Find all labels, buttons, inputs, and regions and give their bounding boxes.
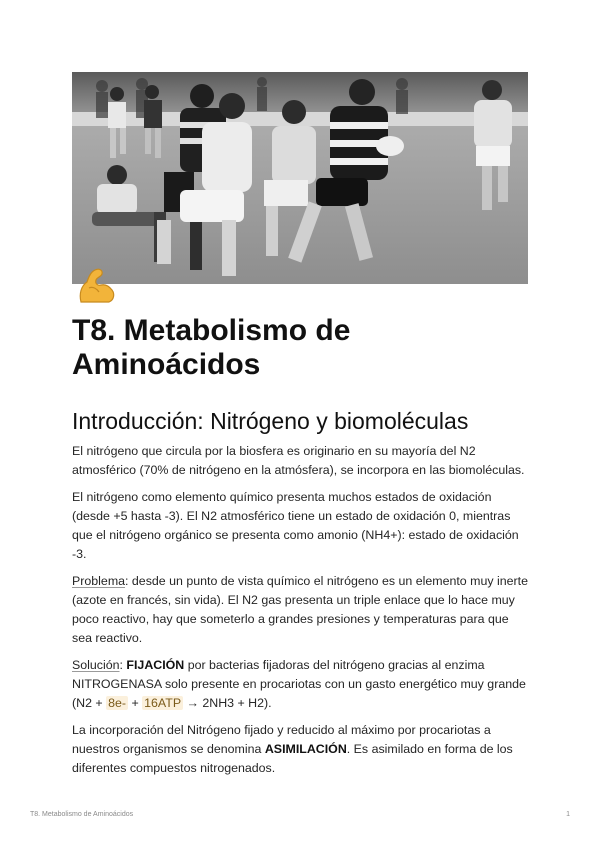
page-number: 1 [566,811,570,818]
cover-image [72,72,528,284]
paragraph-2: El nitrógeno como elemento químico presenta muchos estados de oxidación (desde +5 hasta -3). El N2 atmosférico tiene un estado de oxidación 0, mientras que el nitrógeno orgánico se presenta como amonio (NH4+): estado de oxidación -3. [72,490,519,561]
plus-sign: + [128,696,143,710]
paragraph-5 [72,721,530,778]
footer-title: T8. Metabolismo de Aminoácidos [30,811,134,818]
flexed-biceps-icon [75,264,119,308]
document-body [72,442,530,786]
atp-highlight: 16ATP [144,696,182,710]
electrons-highlight: 8e- [108,696,127,710]
assimilation-text-end: . Es asimilado en forma de los diferentes compuestos nitrogenados. [72,742,513,775]
reaction-end: → 2NH3 + H2). [183,696,272,710]
problem-text: : desde un punto de vista químico el nitrógeno es un elemento muy inerte (azote en francés, sin vida). El N2 gas presenta un triple enlace que lo hace muy poco reactivo, hay que someterlo a grandes presiones y temperaturas para que sea reactivo. [72,574,528,645]
page-title: T8. Metabolismo de Aminoácidos [72,314,351,381]
problem-label: Problema [72,574,126,588]
paragraph-4 [72,656,530,713]
assimilation-term: ASIMILACIÓN [264,742,347,756]
assimilation-text-start: La incorporación del Nitrógeno fijado y reducido al máximo por procariotas a nuestros organismos se denomina [72,723,491,756]
solution-label: Solución [72,658,120,672]
section-heading: Introducción: Nitrógeno y biomoléculas [72,408,469,434]
paragraph-3 [72,572,530,648]
solution-text: por bacterias fijadoras del nitrógeno gracias al enzima NITROGENASA solo presente en procariotas con un gasto energético muy grande (N2 + [72,658,526,710]
paragraph-1: El nitrógeno que circula por la biosfera es originario en su mayoría del N2 atmosférico (70% de nitrógeno en la atmósfera), se incorpora en las biomoléculas. [72,444,525,477]
fixation-term: FIJACIÓN [126,658,185,672]
solution-colon: : [119,658,127,672]
